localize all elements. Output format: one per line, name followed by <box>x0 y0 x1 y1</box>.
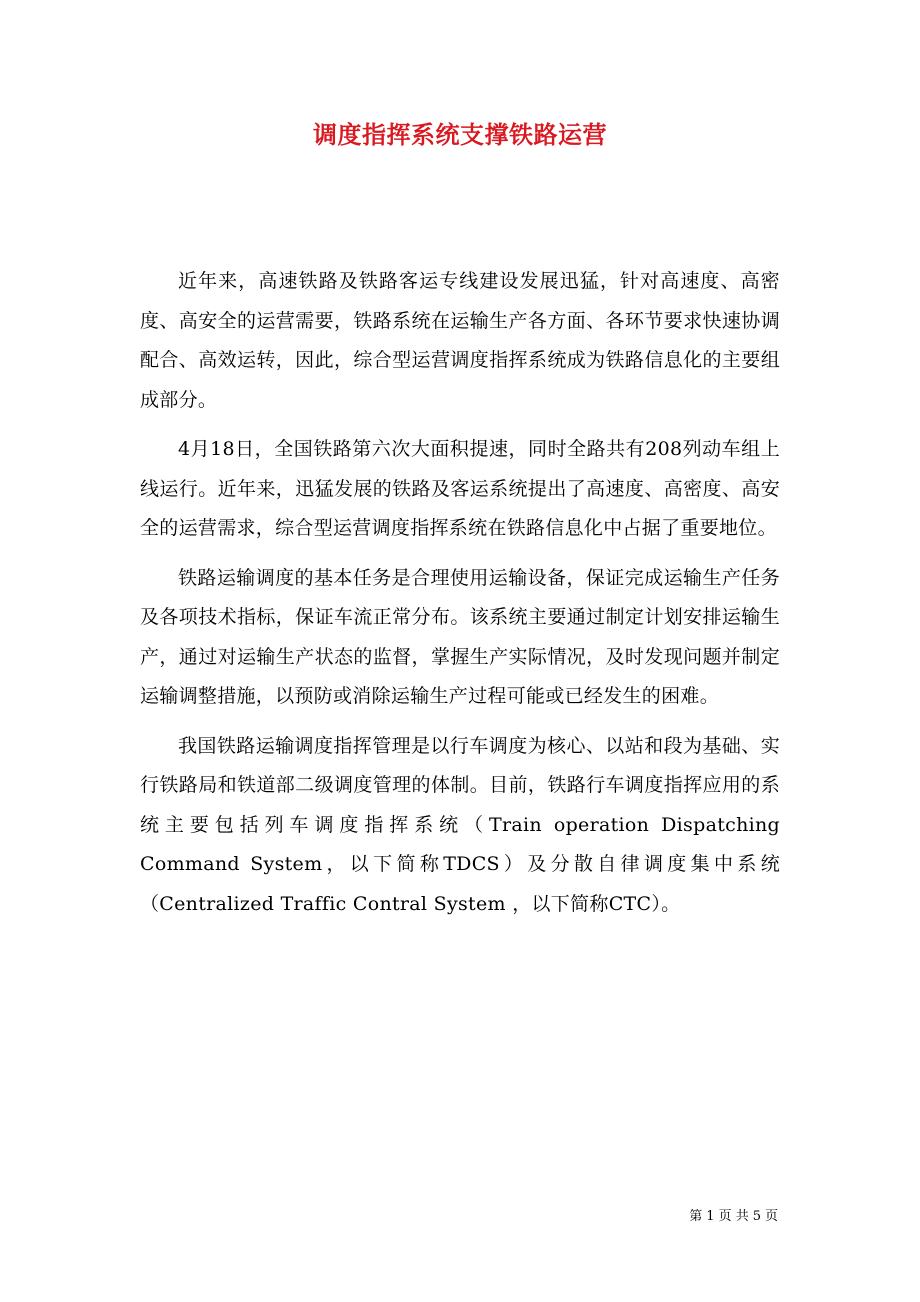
page-label-suffix: 页 <box>764 1209 778 1224</box>
paragraph-1: 近年来，高速铁路及铁路客运专线建设发展迅猛，针对高速度、高密度、高安全的运营需要，铁路系统在运输生产各方面、各环节要求快速协调配合、高效运转，因此，综合型运营调度指挥系统成为铁路信息化的主要组成部分。 <box>140 270 780 411</box>
page-number-footer <box>687 1208 780 1226</box>
current-page-number: 1 <box>706 1209 715 1224</box>
total-pages-number: 5 <box>752 1209 761 1224</box>
page-label-mid: 页 共 <box>718 1209 749 1224</box>
document-title: 调度指挥系统支撑铁路运营 <box>313 120 607 149</box>
paragraph-2: 4月18日，全国铁路第六次大面积提速，同时全路共有208列动车组上线运行。近年来，迅猛发展的铁路及客运系统提出了高速度、高密度、高安全的运营需求，综合型运营调度指挥系统在铁路信息化中占据了重要地位。 <box>140 438 780 539</box>
page-label-prefix: 第 <box>689 1209 703 1224</box>
document-body <box>140 262 780 934</box>
paragraph-3: 铁路运输调度的基本任务是合理使用运输设备，保证完成运输生产任务及各项技术指标，保证车流正常分布。该系统主要通过制定计划安排运输生产，通过对运输生产状态的监督，掌握生产实际情况，及时发现问题并制定运输调整措施，以预防或消除运输生产过程可能或已经发生的困难。 <box>140 566 780 707</box>
paragraph-4: 我国铁路运输调度指挥管理是以行车调度为核心、以站和段为基础、实行铁路局和铁道部二级调度管理的体制。目前，铁路行车调度指挥应用的系统主要包括列车调度指挥系统（Train operation Dispatching Command System，以下简称TDCS）及分散自律调度集中系统（Centralized Traffic Contral System ，以下简称CTC）。 <box>140 734 780 915</box>
